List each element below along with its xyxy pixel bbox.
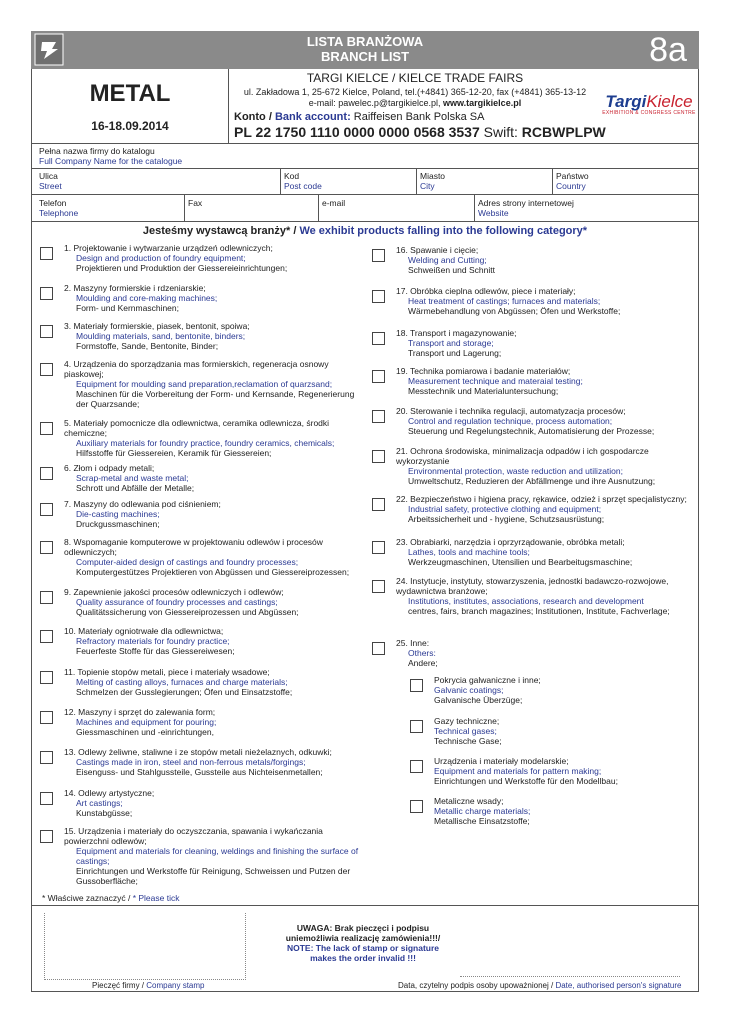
header-title-pl: LISTA BRANŻOWA [306,34,424,49]
category-label-pl: 6. Złom i odpady metali; [64,463,155,473]
category-checkbox[interactable] [372,450,385,463]
category-checkbox[interactable] [372,498,385,511]
category-label-de: Hilfsstoffe für Giessereien, Keramik für Giessereien; [76,448,272,458]
divider [474,194,475,221]
divider [31,168,699,169]
category-label-pl: Metaliczne wsady; [434,796,504,806]
category-checkbox[interactable] [40,671,53,684]
category-checkbox[interactable] [40,792,53,805]
category-label-pl: 20. Sterowanie i technika regulacji, automatyzacja procesów; [396,406,626,416]
category-item [434,716,684,746]
category-item [434,796,684,826]
category-label-de: Feuerfeste Stoffe für das Giessereiwesen; [76,646,235,656]
tick-note-en: * Please tick [132,893,180,903]
fax-label: Fax [188,198,203,208]
category-label-pl: 3. Materiały formierskie, piasek, bentonit, spoiwa; [64,321,250,331]
swift-label: Swift: [479,124,522,140]
category-label-de: Giessmaschinen und -einrichtungen, [76,727,214,737]
category-item [396,576,698,616]
city-field[interactable] [420,171,445,191]
category-label-pl: 4. Urządzenia do sporządzania mas formierskich, regeneracja osnowy piaskowej; [64,359,329,379]
category-label-pl: 18. Transport i magazynowanie; [396,328,517,338]
fax-field[interactable] [188,198,202,208]
category-item [64,359,360,409]
category-item [64,243,360,273]
category-label-pl: 5. Materiały pomocnicze dla odlewnictwa, ceramika odlewnicza, środki chemiczne; [64,418,330,438]
heading-pl: Jesteśmy wystawcą branży* / [142,225,300,237]
country-label-en: Country [556,181,586,191]
category-label-de: Komputergestützes Projektieren von Abgüssen und Giessereiprozessen; [76,567,350,577]
category-label-en: Institutions, institutes, associations, research and development [408,596,644,606]
category-label-de: Druckgussmaschinen; [76,519,160,529]
brand-part-b: Kielce [646,92,693,111]
category-label-de: Andere; [408,658,438,668]
category-label-pl: 16. Spawanie i cięcie; [396,245,479,255]
fair-logo-icon [34,33,64,66]
category-item [64,587,360,617]
email-field[interactable] [322,198,345,208]
category-item [396,494,698,524]
street-label-en: Street [39,181,62,191]
category-checkbox[interactable] [410,679,423,692]
email-text: e-mail: pawelec.p@targikielce.pl, [308,98,443,108]
city-label-pl: Miasto [420,171,446,181]
category-checkbox[interactable] [372,290,385,303]
heading-en: We exhibit products falling into the following category* [299,225,588,237]
street-label-pl: Ulica [39,171,58,181]
category-label-en: Transport and storage; [408,338,494,348]
category-label-de: Arbeitssicherheit und - hygiene, Schutzsausrüstung; [408,514,605,524]
category-label-pl: Gazy techniczne; [434,716,500,726]
stamp-caption [92,981,204,990]
category-label-pl: 17. Obróbka cieplna odlewów, piece i materiały; [396,286,576,296]
category-label-de: Form- und Kernmaschinen; [76,303,179,313]
swift-code: RCBWPLPW [521,124,606,140]
category-label-pl: Urządzenia i materiały modelarskie; [434,756,569,766]
country-field[interactable] [556,171,589,191]
category-label-en: Galvanic coatings; [434,685,504,695]
signature-caption [398,981,681,990]
stamp-caption-en: Company stamp [146,981,205,990]
category-item [396,446,698,486]
warning-pl-1: UWAGA: Brak pieczęci i podpisu [296,923,430,933]
company-stamp-area[interactable] [44,913,246,980]
category-label-en: Scrap-metal and waste metal; [76,473,189,483]
category-item [64,667,360,697]
category-checkbox[interactable] [40,422,53,435]
category-checkbox[interactable] [372,249,385,262]
category-label-pl: 19. Technika pomiarowa i badanie materiałów; [396,366,571,376]
category-item [64,788,360,818]
category-label-en: Machines and equipment for pouring; [76,717,217,727]
category-label-pl: 10. Materiały ogniotrwałe dla odlewnictwa; [64,626,224,636]
category-checkbox[interactable] [40,711,53,724]
category-label-en: Others: [408,648,436,658]
category-item [64,418,360,458]
category-label-de: Projektieren und Produktion der Giessereieinrichtungen; [76,263,288,273]
category-item [64,826,360,886]
category-label-de: Eisenguss- und Stahlgussteile, Gussteile aus Nichteisenmetallen; [76,767,323,777]
divider [318,194,319,221]
category-label-de: Maschinen für die Vorbereitung der Form- und Kernsande, Regenerierung der Quarzsande; [76,389,355,409]
signature-caption-pl: Data, czytelny podpis osoby upoważnionej / [398,981,556,990]
form-number: 8a [649,31,687,69]
category-checkbox[interactable] [372,541,385,554]
website-link[interactable]: www.targikielce.pl [443,98,522,108]
stamp-caption-pl: Pieczęć firmy / [92,981,147,990]
category-label-en: Measurement technique and materaial testing; [408,376,583,386]
category-label-pl: 15. Urządzenia i materiały do oczyszczania, spawania i wykańczania powierzchni odlewów; [64,826,323,846]
category-label-en: Die-casting machines; [76,509,160,519]
signature-caption-en: Date, authorised person's signature [555,981,682,990]
category-label-en: Refractory materials for foundry practice; [76,636,230,646]
web-label-pl: Adres strony internetowej [478,198,574,208]
category-label-de: centres, fairs, branch magazines; Institutionen, Institute, Fachverlage; [408,606,670,616]
category-item [64,626,360,656]
targi-kielce-logo [602,92,696,116]
category-checkbox[interactable] [40,830,53,843]
category-checkbox[interactable] [40,503,53,516]
category-label-de: Schrott und Abfälle der Metalle; [76,483,195,493]
category-checkbox[interactable] [372,332,385,345]
category-label-de: Einrichtungen und Werkstoffe für Reinigung, Schweissen und Putzen der Gussoberfläche; [76,866,351,886]
category-label-de: Wärmebehandlung von Abgüssen; Öfen und Werkstoffe; [408,306,621,316]
category-checkbox[interactable] [372,580,385,593]
event-name: METAL [89,80,171,107]
iban-line [234,124,606,140]
category-heading [32,225,698,237]
website-field[interactable] [478,198,574,218]
category-item [64,499,360,529]
category-label-pl: 1. Projektowanie i wytwarzanie urządzeń odlewniczych; [64,243,273,253]
category-label-pl: 23. Obrabiarki, narzędzia i oprzyrządowanie, obróbka metali; [396,537,625,547]
category-label-pl: 12. Maszyny i sprzęt do zalewania form; [64,707,216,717]
divider [31,905,699,906]
category-item [434,675,684,705]
divider [184,194,185,221]
organizer-name: TARGI KIELCE / KIELCE TRADE FAIRS [306,71,524,85]
category-label-en: Control and regulation technique, process automation; [408,416,613,426]
web-label-en: Website [478,208,509,218]
header-title [260,34,470,64]
company-label-en: Full Company Name for the catalogue [39,156,183,166]
account-label-pl: Konto / [234,111,275,123]
category-item [64,537,360,577]
post-code-field[interactable] [284,171,322,191]
category-checkbox[interactable] [410,720,423,733]
contact-line [232,98,598,109]
category-label-en: Lathes, tools and machine tools; [408,547,530,557]
category-label-de: Umweltschutz, Reduzieren der Abfällmenge und ihre Ausnutzung; [408,476,656,486]
category-label-pl: Pokrycia galwaniczne i inne; [434,675,541,685]
category-label-de: Einrichtungen und Werkstoffe für den Modellbau; [434,776,618,786]
telephone-field[interactable] [39,198,78,218]
email-label: e-mail [322,198,346,208]
category-label-en: Castings made in iron, steel and non-ferrous metals/forgings; [76,757,306,767]
category-label-de: Schweißen und Schnitt [408,265,495,275]
category-item [396,406,698,436]
category-item [396,366,698,396]
category-label-pl: 21. Ochrona środowiska, minimalizacja odpadów i ich gospodarcze wykorzystanie [396,446,649,466]
category-label-pl: 11. Topienie stopów metali, piece i materiały wsadowe; [64,667,270,677]
divider [31,221,699,222]
iban: PL 22 1750 1110 0000 0000 0568 3537 [234,124,480,140]
category-checkbox[interactable] [372,370,385,383]
category-label-pl: 24. Instytucje, instytuty, stowarzyszenia, jednostki badawczo-rozwojowe, wydawnictwa branżowe; [396,576,669,596]
category-label-en: Computer-aided design of castings and foundry processes; [76,557,299,567]
category-label-pl: 2. Maszyny formierskie i rdzeniarskie; [64,283,206,293]
category-label-en: Technical gases; [434,726,497,736]
category-label-de: Steuerung und Regelungstechnik, Automatisierung der Prozesse; [408,426,655,436]
company-name-field[interactable] [39,146,182,166]
account-label-en: Bank account: [274,111,351,123]
category-checkbox[interactable] [40,591,53,604]
category-checkbox[interactable] [40,751,53,764]
category-label-en: Moulding and core-making machines; [76,293,218,303]
divider [31,143,699,144]
city-label-en: City [420,181,435,191]
category-label-pl: 22. Bezpieczeństwo i higiena pracy, rękawice, odzież i sprzęt specjalistyczny; [396,494,687,504]
category-label-en: Equipment for moulding sand preparation,reclamation of quarzsand; [76,379,333,389]
category-label-en: Industrial safety, protective clothing and equipment; [408,504,602,514]
category-label-pl: 13. Odlewy żeliwne, staliwne i ze stopów metali nieżelaznych, odkuwki; [64,747,332,757]
street-field[interactable] [39,171,62,191]
category-label-de: Kunstabgüsse; [76,808,133,818]
stamp-warning [250,923,476,963]
category-checkbox[interactable] [410,760,423,773]
category-label-en: Melting of casting alloys, furnaces and charge materials; [76,677,288,687]
category-item [396,328,698,358]
category-label-pl: 9. Zapewnienie jakości procesów odlewniczych i odlewów; [64,587,284,597]
category-checkbox[interactable] [40,287,53,300]
category-label-en: Metallic charge materials; [434,806,531,816]
category-label-en: Design and production of foundry equipment; [76,253,246,263]
divider [416,168,417,194]
category-label-de: Metallische Einsatzstoffe; [434,816,530,826]
event-dates: 16-18.09.2014 [91,119,169,133]
category-label-pl: 8. Wspomaganie komputerowe w projektowaniu odlewów i procesów odlewniczych; [64,537,323,557]
category-label-en: Environmental protection, waste reduction and utilization; [408,466,623,476]
category-label-pl: 14. Odlewy artystyczne; [64,788,155,798]
category-checkbox[interactable] [40,541,53,554]
category-checkbox[interactable] [40,325,53,338]
category-label-de: Qualitätssicherung von Giessereiprozessen und Abgüssen; [76,607,299,617]
country-label-pl: Państwo [556,171,589,181]
category-checkbox[interactable] [40,630,53,643]
divider [228,69,229,143]
divider [280,168,281,194]
category-item [64,283,360,313]
category-checkbox[interactable] [40,247,53,260]
category-label-pl: 25. Inne: [396,638,430,648]
category-label-de: Werkzeugmaschinen, Utensilien und Bearbeitugsmaschine; [408,557,633,567]
company-label-pl: Pełna nazwa firmy do katalogu [39,146,155,156]
brand-tagline: EXHIBITION & CONGRESS CENTRE [602,110,696,116]
divider [552,168,553,194]
category-item [64,321,360,351]
code-label-pl: Kod [284,171,300,181]
category-label-de: Transport und Lagerung; [408,348,502,358]
code-label-en: Post code [284,181,322,191]
organizer-address [232,87,598,109]
category-label-en: Heat treatment of castings; furnaces and materials; [408,296,601,306]
category-item [64,707,360,737]
category-item [396,537,698,567]
header-title-en: BRANCH LIST [320,49,410,64]
category-checkbox[interactable] [40,363,53,376]
address-line: ul. Zakładowa 1, 25-672 Kielce, Poland, tel.(+4841) 365-12-20, fax (+4841) 365-13-12 [243,87,587,97]
category-label-de: Galvanische Überzüge; [434,695,523,705]
category-label-en: Art castings; [76,798,123,808]
warning-en-1: NOTE: The lack of stamp or signature [286,943,440,953]
category-label-de: Formstoffe, Sande, Bentonite, Binder; [76,341,219,351]
bank-name: Raiffeisen Bank Polska SA [350,111,485,123]
category-checkbox[interactable] [410,800,423,813]
category-label-de: Schmelzen der Gusslegierungen; Öfen und Einsatzstoffe; [76,687,293,697]
signature-line[interactable] [460,976,680,977]
category-item [434,756,684,786]
phone-label-pl: Telefon [39,198,67,208]
warning-en-2: makes the order invalid !!! [310,953,416,963]
brand-part-a: Targi [605,92,647,111]
category-item [396,245,698,275]
category-checkbox[interactable] [40,467,53,480]
category-label-en: Welding and Cutting; [408,255,487,265]
category-item [396,638,698,668]
category-item [64,747,360,777]
divider [31,194,699,195]
tick-note-pl: * Właściwe zaznaczyć / [42,893,133,903]
category-checkbox[interactable] [372,410,385,423]
warning-pl-2: uniemożliwia realizację zamówienia!!!/ [285,933,441,943]
category-item [64,463,360,493]
category-checkbox[interactable] [372,642,385,655]
category-label-de: Messtechnik und Materialuntersuchung; [408,386,559,396]
phone-label-en: Telephone [39,208,79,218]
category-label-pl: 7. Maszyny do odlewania pod ciśnieniem; [64,499,221,509]
category-label-en: Quality assurance of foundry processes and castings; [76,597,278,607]
category-label-de: Technische Gase; [434,736,502,746]
category-label-en: Auxiliary materials for foundry practice, foundry ceramics, chemicals; [76,438,335,448]
category-label-en: Moulding materials, sand, bentonite, binders; [76,331,246,341]
category-label-en: Equipment and materials for cleaning, weldings and finishing the surface of castings; [76,846,359,866]
category-label-en: Equipment and materials for pattern making; [434,766,602,776]
bank-account [234,111,484,123]
tick-note [42,893,179,903]
category-item [396,286,698,316]
